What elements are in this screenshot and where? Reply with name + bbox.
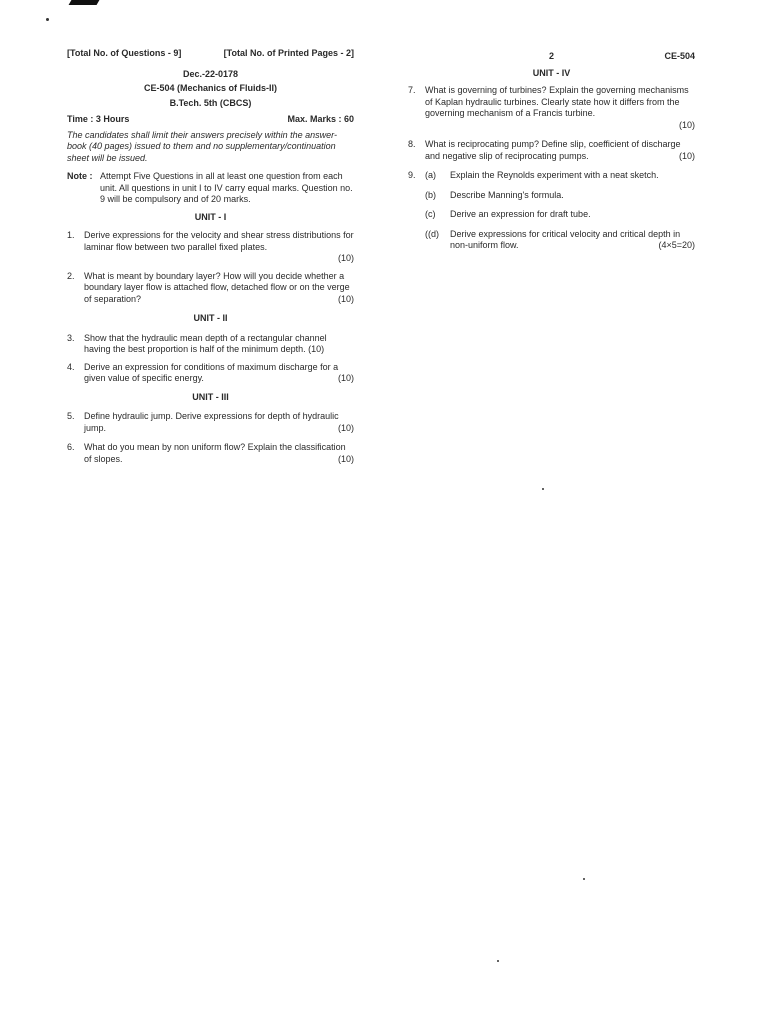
question — [67, 411, 354, 434]
sub-question-label: (b) — [425, 189, 436, 200]
question — [67, 230, 354, 265]
question-text: Derive an expression for conditions of maximum discharge for a given value of specific energy. — [84, 361, 339, 383]
sub-question-text: Derive expressions for critical velocity and critical depth in non-uniform flow. — [450, 228, 681, 250]
question-marks: (10) — [678, 150, 695, 161]
question — [408, 85, 695, 131]
question-number: 6. — [67, 442, 75, 452]
page-header — [67, 48, 354, 60]
question — [67, 333, 354, 356]
question-text: What is reciprocating pump? Define slip, coefficient of discharge and negative slip of reciprocating pumps. — [425, 139, 681, 161]
sub-question-label: (a) — [425, 170, 436, 180]
question-marks: (10) — [337, 373, 354, 383]
question — [408, 139, 695, 162]
unit-heading: UNIT - IV — [532, 67, 571, 78]
question — [408, 170, 695, 252]
question-number: 9. — [408, 170, 416, 180]
question — [67, 362, 354, 385]
sub-question-label: (c) — [425, 209, 436, 219]
question-text: What is governing of turbines? Explain the governing mechanisms of Kaplan hydraulic turbines. Clearly state how it differs from the governing mechanism of a Francis turbine. — [425, 85, 689, 118]
page-number: 2 — [549, 51, 555, 61]
question-number: 1. — [67, 230, 75, 240]
course-title: CE-504 (Mechanics of Fluids-II) — [143, 83, 278, 93]
scan-blot — [69, 0, 100, 5]
time-marks-row — [67, 114, 354, 126]
sub-question — [425, 170, 695, 182]
question-text: Show that the hydraulic mean depth of a rectangular channel having the best proportion is half of the minimum depth. — [84, 332, 327, 354]
page-one — [67, 48, 354, 465]
question-marks: (4×5=20) — [658, 240, 695, 250]
scan-speck — [583, 878, 585, 880]
question-marks: (10) — [337, 253, 354, 263]
question — [67, 442, 354, 465]
question-number: 2. — [67, 270, 75, 281]
unit-heading: UNIT - III — [192, 391, 229, 402]
question-marks: (10) — [337, 453, 354, 464]
exam-code: Dec.-22-0178 — [182, 68, 239, 79]
sub-question — [425, 229, 695, 252]
sub-question-text: Explain the Reynolds experiment with a neat sketch. — [450, 170, 659, 180]
question-text: What do you mean by non uniform flow? Explain the classification of slopes. — [84, 442, 346, 464]
max-marks: Max. Marks : 60 — [287, 114, 354, 124]
page-two-header — [408, 51, 695, 63]
total-pages: [Total No. of Printed Pages - 2] — [223, 48, 354, 58]
scan-speck — [497, 960, 499, 962]
question-marks: (10) — [337, 422, 354, 433]
question-number: 5. — [67, 411, 75, 421]
question-marks: (10) — [337, 293, 354, 304]
sub-question-label: ((d) — [425, 228, 439, 239]
question-number: 4. — [67, 361, 75, 372]
question-text: What is meant by boundary layer? How will you decide whether a boundary layer flow is attached flow, detached flow or on the verge of separation? — [84, 270, 350, 304]
question-number: 8. — [408, 139, 416, 149]
sub-question-text: Derive an expression for draft tube. — [450, 209, 591, 219]
sub-question-text: Describe Manning's formula. — [450, 189, 564, 200]
scan-speck — [46, 18, 49, 21]
question-text: Define hydraulic jump. Derive expressions for depth of hydraulic jump. — [84, 411, 339, 433]
note-block — [67, 171, 354, 206]
scan-speck — [542, 488, 544, 490]
unit-heading: UNIT - II — [193, 313, 228, 323]
total-questions: [Total No. of Questions - 9] — [67, 48, 182, 58]
question-text: Derive expressions for the velocity and shear stress distributions for laminar flow between two parallel fixed plates. — [84, 230, 354, 252]
instructions: The candidates shall limit their answers precisely within the answer-book (40 pages) issued to them and no supplementary/continuation sheet will be issued. — [67, 129, 337, 163]
question — [67, 271, 354, 306]
page-two — [408, 51, 695, 252]
sub-question — [425, 190, 695, 202]
sub-question — [425, 209, 695, 221]
page-code: CE-504 — [664, 51, 695, 61]
program-name: B.Tech. 5th (CBCS) — [169, 97, 252, 108]
note-label: Note : — [67, 171, 93, 181]
time-allowed: Time : 3 Hours — [67, 114, 130, 124]
question-marks: (10) — [308, 344, 325, 354]
unit-heading: UNIT - I — [194, 211, 227, 222]
question-number: 7. — [408, 85, 416, 95]
note-text: Attempt Five Questions in all at least one question from each unit. All questions in unit I to IV carry equal marks. Question no. 9 will be compulsory and of 20 marks. — [100, 171, 353, 204]
question-number: 3. — [67, 332, 75, 343]
question-marks: (10) — [678, 119, 695, 130]
